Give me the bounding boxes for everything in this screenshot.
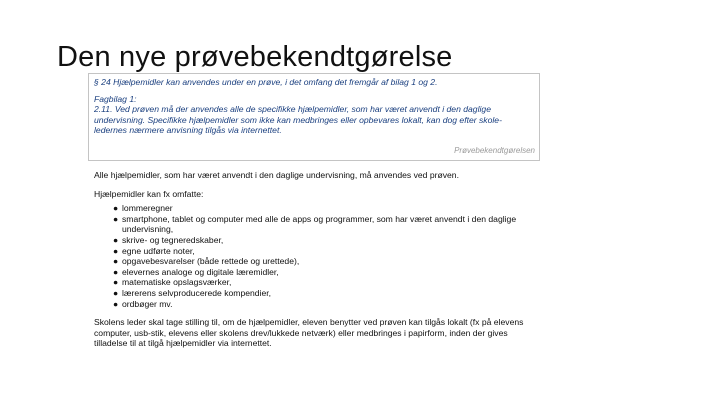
list-item: ● opgavebesvarelser (både rettede og urettede), [113,256,300,267]
list-item: ● ordbøger mv. [113,298,173,309]
list-item: ● matematiske opslagsværker, [113,277,232,288]
section-24-text: § 24 Hjælpemidler kan anvendes under en prøve, i det omfang det fremgår af bilag 1 og 2. [94,77,438,87]
bullet-icon: ● [113,245,119,256]
list-item: ● smartphone, tablet og computer med alle de apps og programmer, som har været anvendt i den daglige undervisning, [113,213,517,235]
list-item: ● lærerens selvproducerede kompendier, [113,287,272,298]
bullet-icon: ● [113,256,119,267]
list-heading: Hjælpemidler kan fx omfatte: [94,188,204,199]
bullet-icon: ● [113,266,119,277]
bullet-icon: ● [113,287,119,298]
document-body [94,170,534,349]
closing-paragraph: Skolens leder skal tage stilling til, om de hjælpemidler, eleven benytter ved prøven kan tilgås lokalt (fx på elevens computer, usb-stik, elevens eller skolens drev/lukkede netværk) eller medbringes i papirform, inden der gives tilladelse til at tilgå hjælpemidler via internettet. [94,317,524,349]
bullet-icon: ● [113,203,119,214]
appendix-text: 2.11. Ved prøven må der anvendes alle de specifikke hjælpemidler, som har været anvendt i den daglige undervisning. Specifikke hjælpemidler som ikke kan medbringes eller opbevares lokalt, kan dog efter skole-ledernes nærmere anvisning tilgås via internettet. [94,104,502,136]
bullet-icon: ● [113,213,119,224]
list-item: ● elevernes analoge og digitale læremidler, [113,266,279,277]
list-item: ● egne udførte noter, [113,245,195,256]
list-item: ● lommeregner [113,203,173,214]
list-item: ● skrive- og tegneredskaber, [113,234,224,245]
bullet-icon: ● [113,298,119,309]
excerpt-source: Prøvebekendtgørelsen [454,146,535,156]
slide-title: Den nye prøvebekendtgørelse [57,41,453,74]
aids-list [94,203,534,309]
intro-paragraph: Alle hjælpemidler, som har været anvendt i den daglige undervisning, må anvendes ved prøven. [94,170,459,180]
bullet-icon: ● [113,234,119,245]
bullet-icon: ● [113,277,119,288]
appendix-title: Fagbilag 1: [94,93,137,104]
law-excerpt-box [88,73,540,161]
